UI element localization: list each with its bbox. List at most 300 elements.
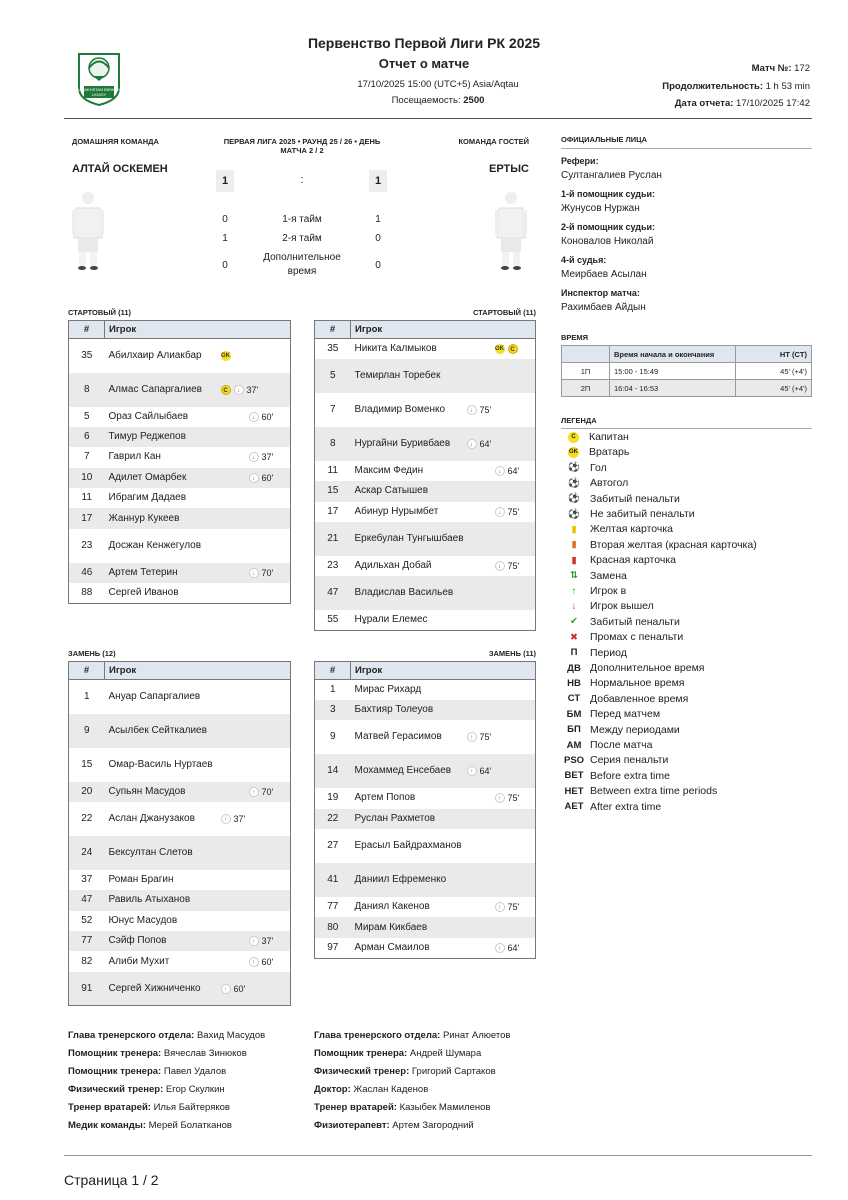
penalty-missed-icon: ⚽ bbox=[568, 508, 580, 520]
legend-text: Красная карточка bbox=[590, 554, 676, 567]
player-name: Ибрагим Дадаев bbox=[108, 492, 187, 504]
legend-item bbox=[564, 754, 668, 766]
time-col-span: Время начала и окончания bbox=[610, 346, 736, 363]
legend-abbrev: PSO bbox=[564, 754, 585, 766]
player-out-icon: ↓ bbox=[249, 568, 259, 578]
legend-item bbox=[564, 508, 695, 520]
legend-item bbox=[564, 693, 688, 705]
event-minute: 37' bbox=[233, 813, 246, 824]
staff-role: Доктор: bbox=[314, 1084, 351, 1095]
event-minute: 75' bbox=[507, 793, 520, 804]
own-goal-icon: ⚽ bbox=[568, 477, 580, 489]
player-number: 47 bbox=[315, 576, 351, 610]
home-team-label: ДОМАШНЯЯ КОМАНДА bbox=[72, 137, 159, 146]
event-minute: 60' bbox=[261, 472, 274, 483]
page-number: Страница 1 / 2 bbox=[64, 1172, 159, 1188]
player-row bbox=[315, 754, 536, 788]
player-in-icon: ↑ bbox=[249, 936, 259, 946]
legend-item bbox=[564, 724, 680, 736]
legend-text: Нормальное время bbox=[590, 677, 685, 690]
staff-name: Егор Скулкин bbox=[165, 1084, 225, 1095]
player-cell bbox=[105, 373, 291, 407]
player-cell bbox=[105, 870, 291, 890]
player-cell bbox=[105, 911, 291, 931]
player-cell bbox=[351, 556, 536, 576]
player-number: 35 bbox=[327, 342, 339, 354]
player-number: 23 bbox=[327, 560, 339, 572]
staff-name: Жаслан Каденов bbox=[353, 1084, 429, 1095]
away-subs-label: ЗАМЕНЬ (11) bbox=[488, 649, 536, 658]
col-player-header: Игрок bbox=[105, 321, 291, 339]
event-minute: 37' bbox=[261, 452, 274, 463]
player-number: 80 bbox=[315, 917, 351, 937]
player-number: 22 bbox=[81, 812, 93, 824]
staff-name: Ринат Алюетов bbox=[442, 1030, 511, 1041]
player-number: 23 bbox=[81, 539, 93, 551]
player-cell bbox=[351, 522, 536, 556]
player-in-icon: ↑ bbox=[495, 943, 505, 953]
time-table bbox=[561, 345, 812, 397]
player-name: Максим Федин bbox=[354, 465, 424, 477]
event-minute: 60' bbox=[233, 983, 246, 994]
home-subs-table bbox=[68, 661, 291, 1006]
staff-name: Григорий Сартаков bbox=[411, 1066, 496, 1077]
time-period: 1П bbox=[562, 363, 610, 380]
player-out-icon: ↓ bbox=[234, 385, 244, 395]
player-events bbox=[495, 344, 518, 354]
player-out-icon: ↓ bbox=[495, 466, 505, 476]
player-row bbox=[315, 829, 536, 863]
player-cell bbox=[351, 754, 536, 788]
player-row bbox=[315, 556, 536, 576]
player-cell bbox=[105, 680, 291, 714]
away-starting-label: СТАРТОВЫЙ (11) bbox=[472, 308, 536, 317]
player-name: Мохаммед Енсебаев bbox=[354, 765, 452, 777]
staff-role: Тренер вратарей: bbox=[314, 1102, 397, 1113]
player-row bbox=[315, 809, 536, 829]
home-kit-icon bbox=[70, 190, 106, 279]
player-name: Владимир Воменко bbox=[354, 403, 446, 415]
player-number: 9 bbox=[69, 714, 105, 748]
player-events bbox=[495, 791, 520, 805]
player-events bbox=[495, 559, 520, 573]
staff-role: Помощник тренера: bbox=[314, 1048, 408, 1059]
period-et-away: 0 bbox=[375, 260, 381, 271]
player-name: Адильхан Добай bbox=[354, 560, 432, 572]
player-number: 27 bbox=[327, 840, 339, 852]
player-row bbox=[315, 917, 536, 937]
player-name: Бахтияр Толеуов bbox=[354, 704, 434, 716]
official-entry bbox=[561, 156, 812, 181]
staff-name: Артем Загородний bbox=[392, 1120, 474, 1131]
player-number: 82 bbox=[81, 955, 93, 967]
legend-text: Серия пенальти bbox=[590, 754, 669, 767]
legend-item bbox=[564, 585, 626, 597]
player-out-icon: ↓ bbox=[249, 473, 259, 483]
period-et-label: Дополнительное время bbox=[263, 252, 341, 277]
player-row bbox=[69, 373, 291, 407]
staff-role: Помощник тренера: bbox=[68, 1048, 162, 1059]
player-number: 10 bbox=[69, 468, 105, 488]
time-span: 16:04 - 16:53 bbox=[610, 380, 736, 397]
away-team-label: КОМАНДА ГОСТЕЙ bbox=[458, 137, 529, 146]
legend-item bbox=[564, 600, 654, 612]
legend-divider bbox=[561, 428, 812, 429]
period-1-home: 0 bbox=[222, 214, 228, 225]
player-number: 55 bbox=[327, 614, 339, 626]
player-cell bbox=[105, 339, 291, 373]
goalkeeper-icon: GK bbox=[568, 447, 579, 458]
time-label: ВРЕМЯ bbox=[561, 333, 589, 342]
home-score: 1 bbox=[216, 170, 234, 192]
penalty-check-icon: ✔ bbox=[570, 616, 578, 628]
player-cell bbox=[105, 529, 291, 563]
player-number: 6 bbox=[69, 427, 105, 447]
player-name: Досжан Кенжегулов bbox=[108, 539, 202, 551]
legend-abbrev: BET bbox=[564, 770, 584, 782]
report-date: Дата отчета: 17/10/2025 17:42 bbox=[674, 98, 810, 109]
home-starting-table bbox=[68, 320, 291, 604]
home-subs-label: ЗАМЕНЬ (12) bbox=[68, 649, 116, 658]
player-out-icon: ↓ bbox=[467, 405, 477, 415]
player-in-icon: ↑ bbox=[221, 984, 231, 994]
player-number: 11 bbox=[81, 492, 92, 504]
player-name: Аслан Джанузаков bbox=[108, 812, 195, 824]
player-name: Никита Калмыков bbox=[354, 342, 437, 354]
player-row bbox=[315, 427, 536, 461]
player-row bbox=[315, 359, 536, 393]
captain-icon: C bbox=[508, 344, 518, 354]
legend-item bbox=[564, 446, 629, 458]
player-out-icon: ↓ bbox=[467, 439, 477, 449]
col-number-header: # bbox=[315, 662, 351, 680]
legend-text: Игрок в bbox=[590, 585, 627, 597]
player-row bbox=[315, 788, 536, 808]
staff-name: Вахид Масудов bbox=[196, 1030, 266, 1041]
player-number: 17 bbox=[327, 505, 339, 517]
player-cell bbox=[351, 481, 536, 501]
player-number: 77 bbox=[327, 901, 339, 913]
player-cell bbox=[105, 508, 291, 528]
player-row bbox=[69, 714, 291, 748]
event-minute: 37' bbox=[246, 384, 259, 395]
goalkeeper-icon: GK bbox=[221, 352, 230, 359]
official-role: 1-й помощник судьи: bbox=[561, 189, 656, 199]
player-number: 20 bbox=[69, 782, 105, 802]
period-2-away: 0 bbox=[375, 233, 381, 244]
legend-abbrev: АМ bbox=[566, 739, 582, 751]
event-minute: 75' bbox=[507, 561, 520, 572]
legend-label: ЛЕГЕНДА bbox=[561, 416, 597, 425]
legend-item bbox=[564, 554, 676, 566]
player-cell bbox=[105, 972, 291, 1006]
official-entry bbox=[561, 189, 812, 214]
player-number: 11 bbox=[327, 465, 338, 477]
player-events bbox=[249, 410, 274, 424]
player-in-icon: ↑ bbox=[249, 787, 259, 797]
player-name: Ерасыл Байдрахманов bbox=[354, 840, 462, 852]
player-name: Супьян Масудов bbox=[108, 785, 186, 797]
event-minute: 60' bbox=[261, 956, 274, 967]
legend-text: Забитый пенальти bbox=[590, 615, 680, 628]
player-row bbox=[69, 748, 291, 782]
player-number: 21 bbox=[315, 522, 351, 556]
player-cell bbox=[105, 836, 291, 870]
period-et-home: 0 bbox=[222, 260, 228, 271]
player-in-icon: ↑ bbox=[221, 814, 231, 824]
legend-text: Вратарь bbox=[589, 446, 630, 459]
player-in-icon: ↑ bbox=[571, 585, 577, 597]
player-row bbox=[315, 502, 536, 522]
player-cell bbox=[105, 468, 291, 488]
legend-item bbox=[564, 616, 680, 628]
player-number: 9 bbox=[329, 731, 336, 743]
official-role: Инспектор матча: bbox=[561, 288, 640, 298]
player-name: Бексултан Слетов bbox=[108, 846, 193, 858]
score-separator: : bbox=[300, 174, 304, 186]
player-events bbox=[221, 982, 246, 996]
player-events bbox=[249, 566, 274, 580]
legend-abbrev: СТ bbox=[567, 693, 581, 705]
staff-name: Вячеслав Зинюков bbox=[163, 1048, 247, 1059]
staff-entry bbox=[314, 1066, 554, 1077]
player-row bbox=[315, 393, 536, 427]
legend-item bbox=[564, 431, 629, 443]
player-row bbox=[315, 576, 536, 610]
player-number: 97 bbox=[327, 941, 339, 953]
player-events bbox=[221, 351, 231, 361]
legend-text: Не забитый пенальти bbox=[590, 508, 695, 520]
player-events bbox=[249, 471, 274, 485]
player-name: Ануар Сапаргалиев bbox=[108, 690, 201, 702]
player-row bbox=[69, 529, 291, 563]
official-name: Султангалиев Руслан bbox=[561, 170, 662, 181]
legend-text: Автогол bbox=[590, 477, 629, 490]
player-events bbox=[249, 955, 274, 969]
player-name: Мирам Кикбаев bbox=[354, 921, 428, 933]
official-name: Жунусов Нуржан bbox=[561, 203, 640, 214]
time-period: 2П bbox=[562, 380, 610, 397]
player-cell bbox=[105, 563, 291, 583]
player-cell bbox=[351, 917, 536, 937]
player-row bbox=[69, 911, 291, 931]
staff-entry bbox=[314, 1120, 554, 1131]
legend-abbrev: БП bbox=[567, 724, 581, 736]
goalkeeper-icon: GK bbox=[495, 345, 504, 352]
legend-item bbox=[564, 801, 661, 813]
player-number: 52 bbox=[81, 914, 93, 926]
legend-text: Вторая желтая (красная карточка) bbox=[590, 538, 757, 551]
legend-text: Добавленное время bbox=[590, 692, 689, 705]
player-cell bbox=[351, 427, 536, 461]
player-name: Артем Тетерин bbox=[108, 567, 178, 579]
legend-item bbox=[564, 677, 684, 689]
staff-role: Помощник тренера: bbox=[68, 1066, 162, 1077]
away-score: 1 bbox=[369, 170, 387, 192]
event-minute: 64' bbox=[507, 466, 520, 477]
player-row bbox=[315, 339, 536, 359]
officials-divider bbox=[561, 148, 812, 149]
legend-text: После матча bbox=[590, 739, 653, 751]
logo-caption: KAZAKHSTAN BIRINSHI LIGASY bbox=[76, 87, 122, 97]
player-cell bbox=[105, 748, 291, 782]
player-row bbox=[69, 870, 291, 890]
player-row bbox=[69, 680, 291, 714]
time-row bbox=[562, 380, 812, 397]
captain-icon: C bbox=[568, 432, 579, 443]
goal-icon: ⚽ bbox=[568, 462, 580, 474]
player-cell bbox=[105, 407, 291, 427]
official-role: 2-й помощник судьи: bbox=[561, 222, 656, 232]
event-minute: 64' bbox=[479, 438, 492, 449]
legend-item bbox=[564, 785, 717, 797]
player-cell bbox=[105, 802, 291, 836]
legend-item bbox=[564, 477, 628, 489]
legend-abbrev: ДВ bbox=[567, 662, 581, 674]
player-cell bbox=[351, 809, 536, 829]
player-name: Адилет Омарбек bbox=[108, 471, 187, 483]
round-info: ПЕРВАЯ ЛИГА 2025 • РАУНД 25 / 26 • ДЕНЬ МАТЧА 2 / 2 bbox=[223, 137, 381, 155]
player-events bbox=[467, 730, 492, 744]
away-kit-icon bbox=[493, 190, 529, 279]
page-title: Первенство Первой Лиги РК 2025 bbox=[307, 35, 541, 51]
player-name: Ораз Сайлыбаев bbox=[108, 410, 189, 422]
official-entry bbox=[561, 288, 812, 313]
player-cell bbox=[105, 488, 291, 508]
player-name: Абинур Нурымбет bbox=[354, 505, 439, 517]
official-name: Коновалов Николай bbox=[561, 236, 654, 247]
legend-text: Желтая карточка bbox=[590, 523, 674, 536]
red-card-icon: ▮ bbox=[571, 554, 577, 566]
player-number: 24 bbox=[69, 836, 105, 870]
attendance: Посещаемость: 2500 bbox=[391, 95, 485, 106]
player-cell bbox=[105, 447, 291, 467]
player-row bbox=[69, 782, 291, 802]
officials-label: ОФИЦИАЛЬНЫЕ ЛИЦА bbox=[561, 135, 648, 144]
player-events bbox=[495, 900, 520, 914]
player-events bbox=[467, 764, 492, 778]
legend-text: Before extra time bbox=[590, 769, 670, 782]
match-datetime: 17/10/2025 15:00 (UTC+5) Asia/Aqtau bbox=[357, 79, 519, 90]
legend-item bbox=[564, 770, 670, 782]
player-name: Матвей Герасимов bbox=[354, 731, 442, 743]
player-row bbox=[69, 488, 291, 508]
player-number: 5 bbox=[83, 410, 90, 422]
player-cell bbox=[105, 782, 291, 802]
player-number: 77 bbox=[69, 931, 105, 951]
away-starting-table bbox=[314, 320, 536, 631]
event-minute: 70' bbox=[261, 568, 274, 579]
player-cell bbox=[351, 461, 536, 481]
player-cell bbox=[105, 583, 291, 603]
event-minute: 75' bbox=[507, 902, 520, 913]
player-number: 7 bbox=[83, 451, 90, 463]
staff-role: Тренер вратарей: bbox=[68, 1102, 151, 1113]
player-row bbox=[69, 468, 291, 488]
staff-name: Андрей Шумара bbox=[409, 1048, 482, 1059]
player-number: 91 bbox=[69, 972, 105, 1006]
player-row bbox=[69, 802, 291, 836]
player-row bbox=[315, 720, 536, 754]
staff-entry bbox=[68, 1048, 308, 1059]
captain-icon: C bbox=[221, 385, 231, 395]
player-row bbox=[315, 610, 536, 630]
player-name: Алмас Сапаргалиев bbox=[108, 383, 202, 395]
player-number: 46 bbox=[69, 563, 105, 583]
official-role: Рефери: bbox=[561, 156, 599, 166]
player-name: Руслан Рахметов bbox=[354, 812, 436, 824]
player-out-icon: ↓ bbox=[495, 561, 505, 571]
staff-entry bbox=[314, 1102, 554, 1113]
event-minute: 70' bbox=[261, 786, 274, 797]
player-cell bbox=[351, 339, 536, 359]
player-row bbox=[315, 938, 536, 958]
staff-role: Физический тренер: bbox=[314, 1066, 410, 1077]
staff-name: Илья Байтеряков bbox=[153, 1102, 230, 1113]
player-cell bbox=[105, 890, 291, 910]
player-cell bbox=[105, 931, 291, 951]
player-name: Жаннур Кукеев bbox=[108, 512, 180, 524]
officials-list bbox=[561, 156, 812, 321]
second-yellow-icon: ▮ bbox=[571, 539, 577, 551]
time-col-ht: HT (CT) bbox=[736, 346, 812, 363]
player-name: Юнус Масудов bbox=[108, 914, 178, 926]
staff-entry bbox=[68, 1030, 308, 1041]
period-1-away: 1 bbox=[375, 214, 381, 225]
player-cell bbox=[351, 829, 536, 863]
event-minute: 75' bbox=[479, 732, 492, 743]
player-in-icon: ↑ bbox=[249, 957, 259, 967]
player-name: Даниял Какенов bbox=[354, 901, 430, 913]
legend-text: Период bbox=[590, 646, 627, 659]
player-number: 1 bbox=[329, 683, 336, 695]
player-name: Темирлан Торебек bbox=[354, 369, 441, 381]
staff-entry bbox=[68, 1066, 308, 1077]
player-events bbox=[495, 464, 520, 478]
player-cell bbox=[351, 610, 536, 630]
penalty-miss-icon: ✖ bbox=[570, 631, 578, 643]
official-entry bbox=[561, 255, 812, 280]
player-out-icon: ↓ bbox=[495, 507, 505, 517]
player-cell bbox=[351, 700, 536, 720]
player-events bbox=[467, 403, 492, 417]
player-events bbox=[249, 934, 274, 948]
player-number: 88 bbox=[81, 587, 93, 599]
player-cell bbox=[351, 720, 536, 754]
player-cell bbox=[351, 393, 536, 427]
match-number: Матч №: 172 bbox=[751, 63, 810, 74]
player-number: 1 bbox=[83, 690, 90, 702]
legend-abbrev: AET bbox=[564, 801, 584, 813]
player-name: Асылбек Сейткалиев bbox=[108, 724, 207, 736]
time-col-period bbox=[562, 346, 610, 363]
away-staff bbox=[314, 1030, 554, 1138]
event-minute: 64' bbox=[507, 942, 520, 953]
col-number-header: # bbox=[69, 662, 105, 680]
player-number: 3 bbox=[315, 700, 351, 720]
player-number: 14 bbox=[315, 754, 351, 788]
player-number: 37 bbox=[81, 874, 93, 886]
col-player-header: Игрок bbox=[351, 662, 536, 680]
player-name: Сергей Иванов bbox=[108, 587, 179, 599]
event-minute: 60' bbox=[261, 411, 274, 422]
player-row bbox=[69, 407, 291, 427]
home-starting-label: СТАРТОВЫЙ (11) bbox=[68, 308, 132, 317]
player-row bbox=[315, 680, 536, 700]
legend-text: Гол bbox=[590, 461, 607, 474]
player-name: Даниил Ефременко bbox=[354, 874, 447, 886]
player-in-icon: ↑ bbox=[467, 732, 477, 742]
